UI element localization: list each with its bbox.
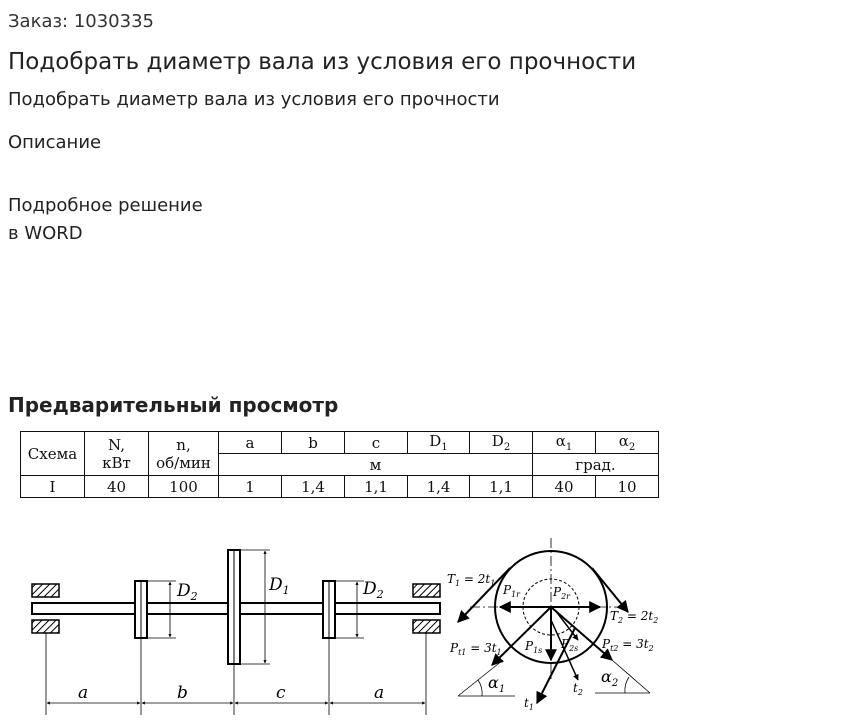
label-d2-right: $D_2$ — [363, 579, 384, 601]
force-t1-lower — [537, 628, 575, 703]
header-power — [85, 432, 149, 476]
cell-c: 1,1 — [345, 476, 408, 498]
cell-b: 1,4 — [282, 476, 345, 498]
table-row — [21, 476, 659, 498]
shaft-diagram — [0, 520, 847, 721]
bearing-right-bottom — [413, 620, 440, 633]
page-title: Подобрать диаметр вала из условия его прочности — [8, 49, 637, 75]
shaft-elevation — [32, 550, 440, 715]
header-a: a — [219, 432, 282, 454]
pulley-force-scheme — [447, 538, 658, 712]
parameters-table — [20, 431, 659, 498]
label-d2-left: $D_2$ — [177, 581, 198, 603]
header-d1-sub: 1 — [441, 442, 448, 453]
header-d2-sub: 2 — [503, 442, 511, 453]
description-line-2: в WORD — [8, 223, 83, 244]
label-t1-eq: $T_1 = 2t_1$ — [447, 572, 496, 588]
header-d2-symbol: D — [491, 432, 504, 450]
label-p2r: $P_{2r}$ — [553, 585, 570, 601]
bearing-right-top — [413, 584, 440, 597]
unit-meters: м — [219, 454, 533, 476]
cell-d1: 1,4 — [408, 476, 470, 498]
label-p1r: $P_{1r}$ — [503, 583, 520, 599]
label-p1s: $P_{1s}$ — [525, 639, 543, 655]
dim-b: b — [177, 683, 188, 703]
dim-a-left: a — [78, 683, 89, 703]
header-power-symbol: N, — [108, 435, 125, 454]
dim-a-right: a — [374, 683, 385, 703]
description-heading: Описание — [8, 132, 102, 153]
header-alpha1 — [533, 432, 596, 454]
header-alpha2 — [596, 432, 659, 454]
force-t2-arrow — [592, 568, 628, 612]
header-speed-unit: об/мин — [156, 453, 211, 472]
header-b: b — [282, 432, 345, 454]
label-pt2: $P_{t2} = 3t_2$ — [602, 637, 654, 653]
header-alpha2-symbol: α — [618, 432, 629, 450]
force-pt2 — [551, 607, 612, 660]
label-t2-lower: $t_2$ — [573, 681, 583, 697]
cell-alpha1: 40 — [533, 476, 596, 498]
cell-d2: 1,1 — [470, 476, 533, 498]
label-t2-eq: $T_2 = 2t_2$ — [610, 609, 659, 625]
bearing-left-bottom — [32, 620, 59, 633]
page-subtitle: Подобрать диаметр вала из условия его прочности — [8, 89, 500, 110]
label-pt1: $P_{t1} = 3t_1$ — [450, 641, 502, 657]
preview-heading: Предварительный просмотр — [8, 393, 339, 417]
label-p2s: $P_{2s}$ — [561, 637, 579, 653]
bearing-left-top — [32, 584, 59, 597]
header-speed-symbol: n, — [176, 435, 191, 454]
header-d1-symbol: D — [429, 432, 442, 450]
label-alpha2: $\alpha_2$ — [601, 667, 619, 689]
header-power-unit: кВт — [102, 453, 131, 472]
cell-scheme: I — [21, 476, 85, 498]
header-alpha1-sub: 1 — [565, 442, 573, 453]
header-speed — [149, 432, 219, 476]
cell-speed: 100 — [149, 476, 219, 498]
table-header-row — [21, 432, 659, 454]
cell-a: 1 — [219, 476, 282, 498]
cell-power: 40 — [85, 476, 149, 498]
order-number: Заказ: 1030335 — [8, 11, 154, 32]
header-d2 — [470, 432, 533, 454]
label-alpha1: $\alpha_1$ — [488, 673, 506, 695]
dim-c: c — [276, 683, 286, 703]
label-d1: $D_1$ — [269, 575, 290, 597]
header-alpha2-sub: 2 — [628, 442, 636, 453]
label-t1-lower: $t_1$ — [524, 696, 534, 712]
header-scheme: Схема — [21, 432, 85, 476]
unit-degrees: град. — [533, 454, 659, 476]
header-d1 — [408, 432, 470, 454]
header-alpha1-symbol: α — [555, 432, 566, 450]
cell-alpha2: 10 — [596, 476, 659, 498]
description-line-1: Подробное решение — [8, 195, 203, 216]
header-c: c — [345, 432, 408, 454]
